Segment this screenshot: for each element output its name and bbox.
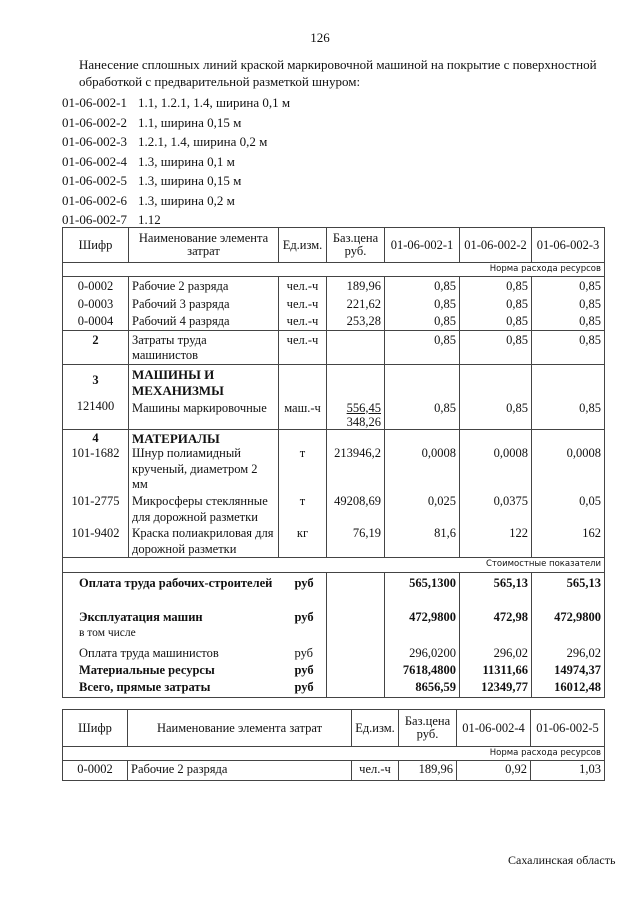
row-price: 189,96 — [327, 277, 385, 295]
row-unit: т — [279, 446, 327, 494]
row-code: 0-0002 — [63, 761, 128, 781]
row-name: Рабочие 2 разряда — [128, 761, 352, 781]
row-code: 0-0003 — [63, 295, 129, 313]
row-value-5: 1,03 — [531, 761, 605, 781]
cost-unit: руб — [279, 663, 327, 680]
row-value-1: 0,85 — [385, 312, 460, 330]
cost-row-total — [63, 680, 605, 698]
table-row — [63, 277, 605, 295]
row-value-2: 0,85 — [460, 330, 532, 364]
row-value-2: 0,85 — [460, 295, 532, 313]
cost-value-3: 472,9800 — [532, 608, 605, 626]
code-desc: 1.12 — [138, 212, 161, 227]
cost-unit: руб — [279, 608, 327, 626]
code-desc: 1.3, ширина 0,15 м — [138, 173, 242, 188]
cost-unit: руб — [279, 645, 327, 663]
row-value-3: 0,0008 — [532, 446, 605, 494]
cost-name: Оплата труда машинистов — [63, 645, 279, 663]
section-name — [129, 364, 279, 429]
norm-subheader-row — [63, 263, 605, 277]
code-desc: 1.1, ширина 0,15 м — [138, 114, 242, 130]
cost-row — [63, 608, 605, 626]
machine-price — [327, 364, 385, 429]
row-value-1: 0,85 — [385, 330, 460, 364]
machine-unit: маш.-ч — [279, 364, 327, 429]
row-price: 213946,2 — [327, 446, 385, 494]
row-price: 189,96 — [399, 761, 457, 781]
table-row-operators — [63, 330, 605, 364]
row-code: 0-0002 — [63, 277, 129, 295]
norm-label: Норма расхода ресурсов — [63, 747, 605, 761]
region-footer: Сахалинская область — [508, 853, 616, 867]
row-name: Рабочие 2 разряда — [129, 277, 279, 295]
cost-value-2: 472,98 — [460, 608, 532, 626]
empty-cell — [327, 608, 385, 626]
header-code: Шифр — [63, 710, 128, 747]
row-value-4: 0,92 — [457, 761, 531, 781]
code: 01-06-002-3 — [62, 134, 127, 149]
row-unit: кг — [279, 526, 327, 558]
row-code: 0-0004 — [63, 312, 129, 330]
empty-cell — [460, 626, 532, 645]
header-name: Наименование элемента затрат — [129, 228, 279, 263]
row-name: Рабочий 3 разряда — [129, 295, 279, 313]
cost-row — [63, 573, 605, 609]
row-name: Рабочий 4 разряда — [129, 312, 279, 330]
header-col-4: 01-06-002-4 — [457, 710, 531, 747]
table-header-row — [63, 710, 605, 747]
section-intro: Нанесение сплошных линий краской маркировочной машиной на покрытие с поверхностной обработкой с предварительной разметкой шнуром: — [79, 57, 597, 89]
machine-value-1: 0,85 — [385, 364, 460, 429]
code-list-item — [62, 132, 290, 152]
materials-section-code: 4 — [63, 429, 129, 446]
empty-cell — [327, 573, 385, 609]
row-unit: т — [279, 494, 327, 526]
page-number: 126 — [310, 30, 330, 45]
row-value-1: 0,85 — [385, 295, 460, 313]
code: 01-06-002-7 — [62, 212, 127, 227]
empty-cell — [385, 429, 460, 446]
code-list-item — [62, 93, 290, 113]
table-row — [63, 761, 605, 781]
header-code: Шифр — [63, 228, 129, 263]
code-desc: 1.1, 1.2.1, 1.4, ширина 0,1 м — [138, 95, 291, 110]
code: 01-06-002-4 — [62, 153, 127, 169]
empty-cell — [279, 429, 327, 446]
cost-value-3: 296,02 — [532, 645, 605, 663]
header-col-3: 01-06-002-3 — [532, 228, 605, 263]
row-unit: чел.-ч — [279, 330, 327, 364]
norm-label: Норма расхода ресурсов — [63, 263, 605, 277]
header-unit: Ед.изм. — [352, 710, 399, 747]
cost-name: Оплата труда рабочих-строителей — [63, 573, 279, 609]
code: 01-06-002-1 — [62, 95, 127, 110]
header-unit: Ед.изм. — [279, 228, 327, 263]
cost-value-3: 565,13 — [532, 573, 605, 609]
empty-cell — [327, 680, 385, 698]
cost-value-1: 8656,59 — [385, 680, 460, 698]
row-value-3: 0,85 — [532, 295, 605, 313]
row-value-2: 0,85 — [460, 312, 532, 330]
cost-name: Эксплуатация машин — [63, 608, 279, 626]
materials-section-title: МАТЕРИАЛЫ — [129, 429, 279, 446]
row-code: 101-1682 — [63, 446, 129, 494]
cost-value-2: 296,02 — [460, 645, 532, 663]
row-price — [327, 330, 385, 364]
cost-value-3: 14974,37 — [532, 663, 605, 680]
header-col-5: 01-06-002-5 — [531, 710, 605, 747]
machine-price-top: 556,45 — [346, 400, 381, 415]
empty-cell — [327, 645, 385, 663]
table-header-row — [63, 228, 605, 263]
cost-name: Всего, прямые затраты — [63, 680, 279, 698]
row-value-1: 0,85 — [385, 277, 460, 295]
table-row — [63, 312, 605, 330]
cost-value-2: 12349,77 — [460, 680, 532, 698]
cost-row — [63, 626, 605, 645]
row-value-2: 122 — [460, 526, 532, 558]
machines-section-title: МАШИНЫ И МЕХАНИЗМЫ — [132, 366, 224, 398]
machine-code: 121400 — [76, 399, 115, 413]
code: 01-06-002-5 — [62, 173, 127, 188]
row-value-1: 0,025 — [385, 494, 460, 526]
code-desc: 1.3, ширина 0,1 м — [138, 153, 235, 169]
cost-value-1: 472,9800 — [385, 608, 460, 626]
row-price: 49208,69 — [327, 494, 385, 526]
cost-name: в том числе — [63, 626, 279, 645]
code-list — [62, 93, 290, 230]
empty-cell — [532, 429, 605, 446]
row-unit: чел.-ч — [279, 277, 327, 295]
cost-value-1: 565,1300 — [385, 573, 460, 609]
cost-row — [63, 645, 605, 663]
cost-value-2: 565,13 — [460, 573, 532, 609]
empty-cell — [532, 626, 605, 645]
header-price: Баз.цена руб. — [399, 710, 457, 747]
empty-cell — [460, 429, 532, 446]
empty-cell — [385, 626, 460, 645]
row-name: Микросферы стеклянные для дорожной разметки — [129, 494, 279, 526]
machines-section-code: 3 — [92, 372, 99, 387]
empty-cell — [327, 663, 385, 680]
empty-cell — [279, 626, 327, 645]
row-code: 101-9402 — [63, 526, 129, 558]
row-unit: чел.-ч — [279, 295, 327, 313]
header-col-2: 01-06-002-2 — [460, 228, 532, 263]
row-price: 76,19 — [327, 526, 385, 558]
cost-value-3: 16012,48 — [532, 680, 605, 698]
row-value-3: 162 — [532, 526, 605, 558]
table-row — [63, 295, 605, 313]
row-value-3: 0,05 — [532, 494, 605, 526]
code-desc: 1.3, ширина 0,2 м — [138, 192, 235, 208]
materials-section-header — [63, 429, 605, 446]
row-price: 253,28 — [327, 312, 385, 330]
row-name: Затраты труда машинистов — [129, 330, 279, 364]
code-list-item — [62, 152, 290, 172]
row-price: 221,62 — [327, 295, 385, 313]
code-desc: 1.2.1, 1.4, ширина 0,2 м — [138, 134, 268, 149]
cost-value-2: 11311,66 — [460, 663, 532, 680]
row-name: Краска полиакриловая для дорожной разметки — [129, 526, 279, 558]
code-list-item — [62, 113, 290, 133]
code: 01-06-002-2 — [62, 114, 127, 130]
empty-cell — [327, 626, 385, 645]
row-code: 2 — [63, 330, 129, 364]
row-unit: чел.-ч — [279, 312, 327, 330]
cost-subheader-row — [63, 558, 605, 573]
machines-section — [63, 364, 605, 429]
header-col-1: 01-06-002-1 — [385, 228, 460, 263]
code-list-item — [62, 191, 290, 211]
cost-unit: руб — [279, 680, 327, 698]
row-code: 101-2775 — [63, 494, 129, 526]
table-row — [63, 494, 605, 526]
row-value-2: 0,0375 — [460, 494, 532, 526]
section-code — [63, 364, 129, 429]
row-value-2: 0,0008 — [460, 446, 532, 494]
machine-name: Машины маркировочные — [132, 400, 267, 415]
resource-table-1 — [62, 227, 605, 698]
row-name: Шнур полиамидный крученый, диаметром 2 мм — [129, 446, 279, 494]
cost-label: Стоимостные показатели — [63, 558, 605, 573]
cost-unit: руб — [279, 573, 327, 609]
machine-value-2: 0,85 — [460, 364, 532, 429]
code-list-item — [62, 171, 290, 191]
row-value-1: 0,0008 — [385, 446, 460, 494]
cost-row — [63, 663, 605, 680]
cost-value-1: 7618,4800 — [385, 663, 460, 680]
row-unit: чел.-ч — [352, 761, 399, 781]
table-row — [63, 446, 605, 494]
machine-price-bottom: 348,26 — [346, 414, 381, 429]
row-value-1: 81,6 — [385, 526, 460, 558]
resource-table-2 — [62, 709, 605, 781]
row-value-2: 0,85 — [460, 277, 532, 295]
norm-subheader-row — [63, 747, 605, 761]
row-value-3: 0,85 — [532, 277, 605, 295]
cost-value-1: 296,0200 — [385, 645, 460, 663]
row-value-3: 0,85 — [532, 312, 605, 330]
machine-value-3: 0,85 — [532, 364, 605, 429]
table-row — [63, 526, 605, 558]
empty-cell — [327, 429, 385, 446]
code: 01-06-002-6 — [62, 192, 127, 208]
header-price: Баз.цена руб. — [327, 228, 385, 263]
cost-name: Материальные ресурсы — [63, 663, 279, 680]
row-value-3: 0,85 — [532, 330, 605, 364]
header-name: Наименование элемента затрат — [128, 710, 352, 747]
